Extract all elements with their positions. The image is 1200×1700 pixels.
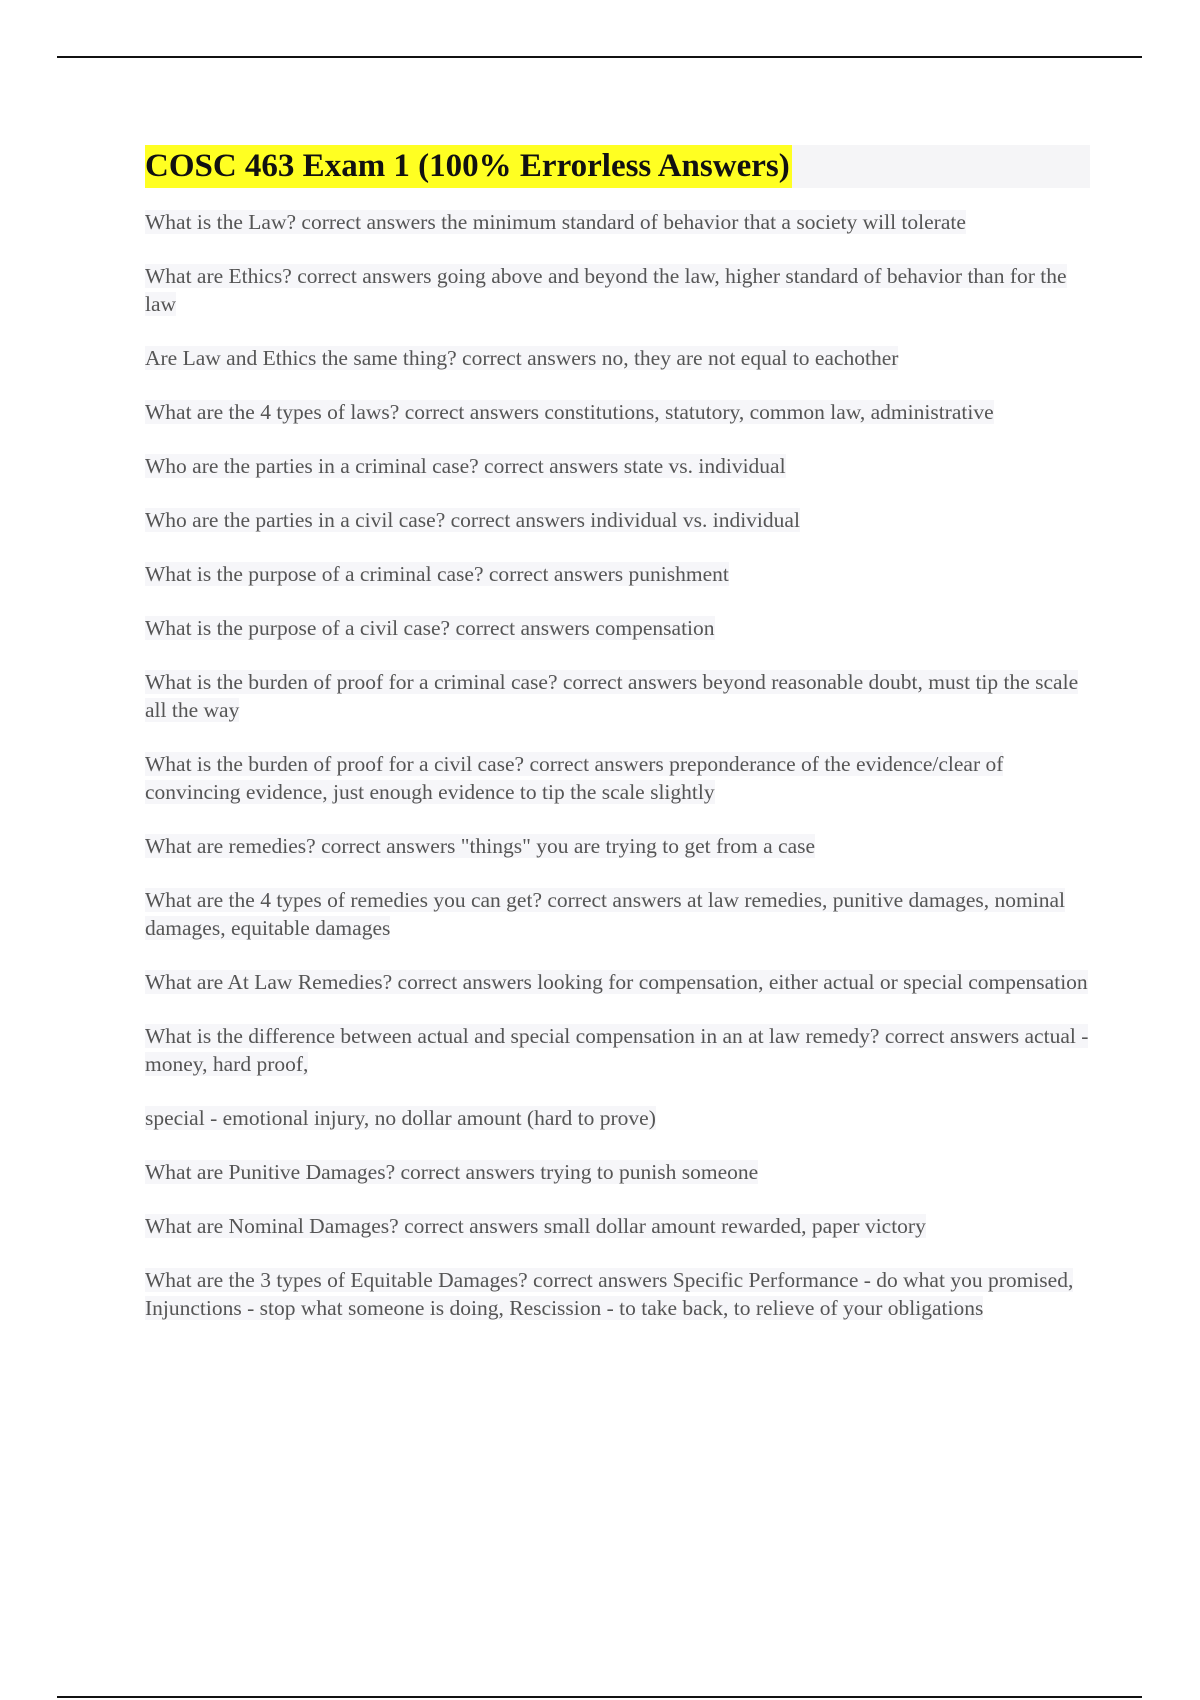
qa-item: What are remedies? correct answers "things" you are trying to get from a case bbox=[145, 834, 816, 858]
qa-item: What is the purpose of a civil case? correct answers compensation bbox=[145, 616, 715, 640]
qa-item: Are Law and Ethics the same thing? correct answers no, they are not equal to eachother bbox=[145, 346, 899, 370]
qa-item: What is the burden of proof for a criminal case? correct answers beyond reasonable doubt, must tip the scale all the way bbox=[145, 670, 1079, 722]
qa-item: Who are the parties in a criminal case? correct answers state vs. individual bbox=[145, 454, 786, 478]
qa-item: What is the burden of proof for a civil case? correct answers preponderance of the evidence/clear of convincing evidence, just enough evidence to tip the scale slightly bbox=[145, 752, 1004, 804]
qa-item: What are the 3 types of Equitable Damages? correct answers Specific Performance - do what you promised, Injunctions - stop what someone is doing, Rescission - to take back, to relieve of your obligations bbox=[145, 1268, 1074, 1320]
qa-item: Who are the parties in a civil case? correct answers individual vs. individual bbox=[145, 508, 800, 532]
qa-item: What is the difference between actual and special compensation in an at law remedy? correct answers actual - money, hard proof, bbox=[145, 1024, 1089, 1076]
qa-item: What are the 4 types of remedies you can get? correct answers at law remedies, punitive damages, nominal damages, equitable damages bbox=[145, 888, 1065, 940]
qa-item: What are At Law Remedies? correct answers looking for compensation, either actual or special compensation bbox=[145, 970, 1088, 994]
title-block bbox=[145, 145, 1090, 188]
qa-item: What is the purpose of a criminal case? correct answers punishment bbox=[145, 562, 729, 586]
bottom-divider bbox=[57, 1696, 1142, 1698]
qa-item: What are Nominal Damages? correct answers small dollar amount rewarded, paper victory bbox=[145, 1214, 926, 1238]
qa-item: What is the Law? correct answers the minimum standard of behavior that a society will tolerate bbox=[145, 210, 966, 234]
qa-item: What are the 4 types of laws? correct answers constitutions, statutory, common law, administrative bbox=[145, 400, 994, 424]
document-body bbox=[145, 145, 1090, 1348]
qa-item: What are Ethics? correct answers going above and beyond the law, higher standard of behavior than for the law bbox=[145, 264, 1067, 316]
top-divider bbox=[57, 56, 1142, 58]
qa-item: What are Punitive Damages? correct answers trying to punish someone bbox=[145, 1160, 759, 1184]
document-title: COSC 463 Exam 1 (100% Errorless Answers) bbox=[145, 145, 792, 188]
qa-item: special - emotional injury, no dollar amount (hard to prove) bbox=[145, 1106, 656, 1130]
